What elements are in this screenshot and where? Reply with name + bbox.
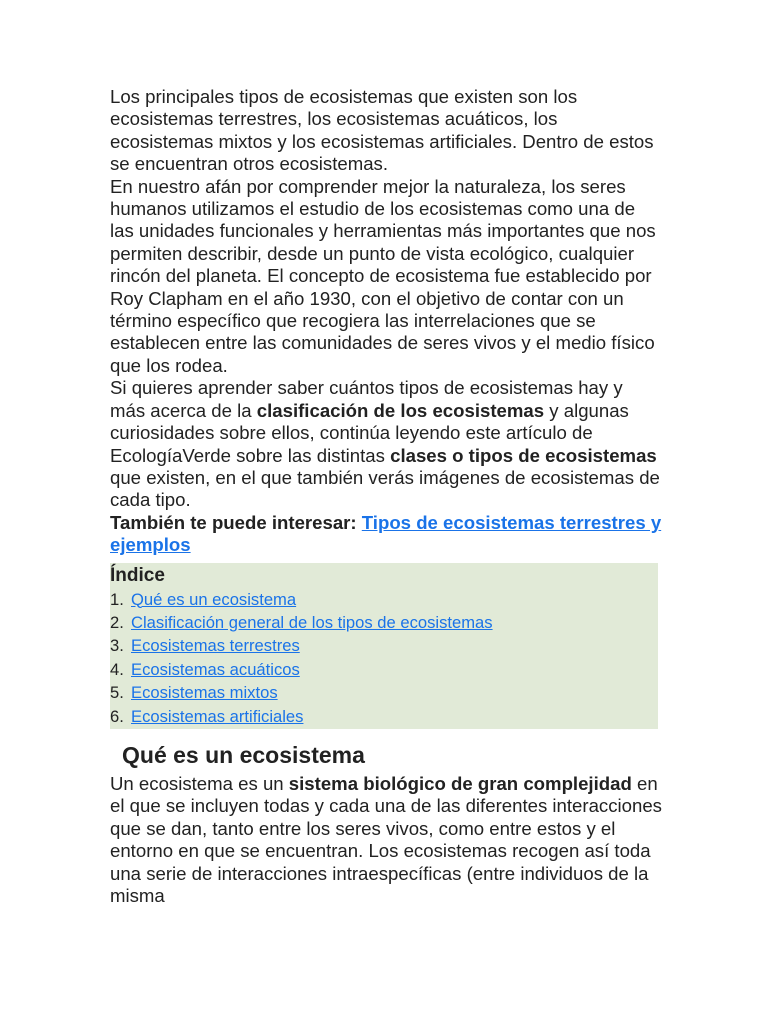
index-link-terrestres[interactable]: Ecosistemas terrestres	[131, 636, 300, 656]
intro-paragraph: Los principales tipos de ecosistemas que existen son los ecosistemas terrestres, los ecosistemas acuáticos, los ecosistemas mixtos y los ecosistemas artificiales. Dentro de estos se encuentran otros ecosistemas.	[110, 86, 654, 175]
section-paragraph	[110, 773, 662, 907]
summary-text-1: Si quieres aprender saber cuántos tipos de ecosistemas hay y más acerca de la	[110, 377, 623, 421]
section-text-1: Un ecosistema es un	[110, 772, 289, 794]
index-item	[110, 588, 658, 611]
section-heading: Qué es un ecosistema	[122, 741, 365, 768]
article-body	[110, 86, 662, 907]
related-label: También te puede interesar:	[110, 511, 362, 533]
index-item	[110, 658, 658, 681]
index-item	[110, 634, 658, 657]
summary-bold-1: clasificación de los ecosistemas	[256, 399, 545, 421]
related-link[interactable]: Tipos de ecosistemas terrestres y ejemplos	[110, 511, 662, 556]
section-bold-1: sistema biológico de gran complejidad	[288, 772, 632, 794]
section-text-2: en el que se incluyen todas y cada una de las diferentes interacciones que se dan, tanto entre los seres vivos, como entre estos y el entorno en que se encuentran. Los ecosistemas recogen así toda una serie de interacciones intraespecíficas (entre individuos de la misma	[110, 772, 662, 906]
index-item	[110, 681, 658, 704]
index-number: 2.	[110, 612, 124, 632]
index-link-acuaticos[interactable]: Ecosistemas acuáticos	[131, 659, 300, 679]
index-item	[110, 705, 658, 728]
index-number: 6.	[110, 706, 124, 726]
summary-text-3: que existen, en el que también verás imágenes de ecosistemas de cada tipo.	[110, 466, 660, 511]
index-link-artificiales[interactable]: Ecosistemas artificiales	[131, 706, 304, 726]
index-number: 1.	[110, 589, 124, 609]
index-number: 5.	[110, 683, 124, 703]
index-list	[110, 588, 658, 728]
index-title: Índice	[110, 564, 165, 586]
index-link-mixtos[interactable]: Ecosistemas mixtos	[131, 683, 278, 703]
index-item	[110, 611, 658, 634]
index-link-que-es[interactable]: Qué es un ecosistema	[131, 589, 297, 609]
context-paragraph: En nuestro afán por comprender mejor la naturaleza, los seres humanos utilizamos el estudio de los ecosistemas como una de las unidades funcionales y herramientas más importantes que nos permiten describir, desde un punto de vista ecológico, cualquier rincón del planeta. El concepto de ecosistema fue establecido por Roy Clapham en el año 1930, con el objetivo de contar con un término específico que recogiera las interrelaciones que se establecen entre las comunidades de seres vivos y el medio físico que los rodea.	[110, 175, 656, 376]
related-article	[110, 512, 662, 557]
summary-paragraph	[110, 377, 662, 511]
index-number: 3.	[110, 636, 124, 656]
index-link-clasificacion[interactable]: Clasificación general de los tipos de ecosistemas	[131, 612, 493, 632]
summary-text-2: y algunas curiosidades sobre ellos, continúa leyendo este artículo de EcologíaVerde sobre las distintas	[110, 399, 629, 466]
index-number: 4.	[110, 659, 124, 679]
summary-bold-2: clases o tipos de ecosistemas	[390, 444, 657, 466]
table-of-contents	[110, 563, 658, 729]
